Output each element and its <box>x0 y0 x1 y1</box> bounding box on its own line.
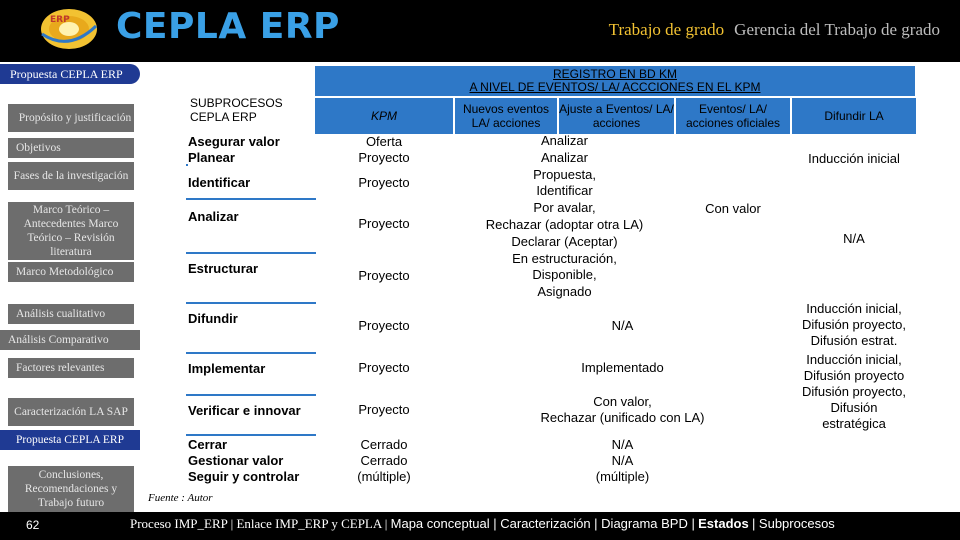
sidebar-item-analisis-comparativo[interactable]: Análisis Comparativo <box>0 330 140 350</box>
sub-verificar: Verificar e innovar <box>188 396 316 426</box>
difundir-na: N/A <box>792 224 916 254</box>
registro-header <box>315 66 915 96</box>
footer-bar <box>0 512 960 540</box>
header-title-highlight: Trabajo de grado <box>608 20 725 39</box>
sidebar-item-marco-metodologico[interactable]: Marco Metodológico <box>8 262 134 282</box>
sub-cerrar: Cerrar Gestionar valor Seguir y controlar <box>188 436 316 486</box>
row-divider <box>186 198 316 200</box>
sidebar-item-analisis-cualitativo[interactable]: Análisis cualitativo <box>8 304 134 324</box>
logo-text: ERP <box>50 15 70 25</box>
sub-implementar: Implementar <box>188 354 316 384</box>
difundir-induccion: Inducción inicial <box>792 144 916 174</box>
page-number: 62 <box>26 518 40 532</box>
sidebar-item-caracterizacion[interactable]: Caracterización LA SAP <box>8 398 134 426</box>
crumbs-end[interactable]: | Subprocesos <box>751 516 835 531</box>
difundir-row-implementar: Inducción inicial, Difusión proyecto Difusión proyecto, Difusión estratégica <box>792 350 916 434</box>
registro-line1: REGISTRO EN BD KM <box>552 67 677 81</box>
sub-asegurar: Asegurar valor Planear <box>188 134 316 166</box>
footer-breadcrumb <box>130 516 835 532</box>
header-kpm: KPM <box>315 98 453 134</box>
sidebar-item-objetivos[interactable]: Objetivos <box>8 138 134 158</box>
sidebar-item-marco-teorico[interactable]: Marco Teórico – Antecedentes Marco Teórico – Revisión literatura <box>8 202 134 260</box>
sidebar-item-fases[interactable]: Fases de la investigación <box>8 162 134 190</box>
kpm-row-6: Proyecto <box>320 352 448 384</box>
source-note: Fuente : Autor <box>148 492 213 504</box>
brand-title: CEPLA ERP <box>116 6 340 47</box>
kpm-row-7: Proyecto <box>320 394 448 426</box>
kpm-row-8: Cerrado Cerrado (múltiple) <box>320 436 448 486</box>
implementado-cell: Implementado <box>455 352 790 384</box>
kpm-row-5: Proyecto <box>320 308 448 344</box>
sidebar-item-propuesta-active[interactable]: Propuesta CEPLA ERP <box>0 430 140 450</box>
header-title-rest: Gerencia del Trabajo de grado <box>734 20 940 39</box>
erp-logo-icon <box>38 6 100 52</box>
header-subprocesos: SUBPROCESOS CEPLA ERP <box>190 96 283 124</box>
crumbs-sans[interactable]: Mapa conceptual | Caracterización | Diagrama BPD | <box>390 516 695 531</box>
header-nuevos: Nuevos eventos LA/ acciones <box>455 98 557 134</box>
kpm-row-4: Proyecto <box>320 256 448 296</box>
header-difundir-la: Difundir LA <box>792 98 916 134</box>
subprocesos-table <box>140 64 960 512</box>
sidebar-nav <box>0 62 140 512</box>
crumbs-active[interactable]: Estados <box>698 516 749 531</box>
sub-analizar: Analizar <box>188 202 316 232</box>
slide-content <box>0 62 960 512</box>
verificar-cell: Con valor, Rechazar (unificado con LA) <box>455 388 790 432</box>
header-bar <box>0 0 960 62</box>
sidebar-item-conclusiones[interactable]: Conclusiones, Recomendaciones y Trabajo futuro <box>8 466 134 512</box>
estados-block: Analizar Analizar Propuesta, Identificar Por avalar, Rechazar (adoptar otra LA) Declarar (Aceptar) En estructuración, Disponible, Asignado <box>455 134 674 300</box>
kpm-row-1: Oferta Proyecto <box>320 134 448 166</box>
kpm-row-3: Proyecto <box>320 204 448 244</box>
crumbs-serif[interactable]: Proceso IMP_ERP | Enlace IMP_ERP y CEPLA | <box>130 516 388 531</box>
sidebar-item-proposito[interactable]: Propósito y justificación <box>8 104 134 132</box>
kpm-row-2: Proyecto <box>320 168 448 198</box>
header-ajuste: Ajuste a Eventos/ LA/ acciones <box>559 98 674 134</box>
registro-line2: A NIVEL DE EVENTOS/ LA/ ACCCIONES EN EL KPM <box>469 80 761 94</box>
sub-identificar: Identificar <box>188 168 316 198</box>
header-title <box>609 20 940 40</box>
difundir-na-cell: N/A <box>455 308 790 344</box>
cerrar-cell: N/A N/A (múltiple) <box>455 436 790 486</box>
header-eventos-oficiales: Eventos/ LA/ acciones oficiales <box>676 98 790 134</box>
sidebar-item-factores[interactable]: Factores relevantes <box>8 358 134 378</box>
sidebar-item-propuesta-top[interactable]: Propuesta CEPLA ERP <box>0 64 140 84</box>
con-valor-cell: Con valor <box>676 134 790 284</box>
sub-estructurar: Estructurar <box>188 254 316 284</box>
sub-difundir: Difundir <box>188 304 316 334</box>
difundir-row-difundir: Inducción inicial, Difusión proyecto, Difusión estrat. <box>792 300 916 350</box>
